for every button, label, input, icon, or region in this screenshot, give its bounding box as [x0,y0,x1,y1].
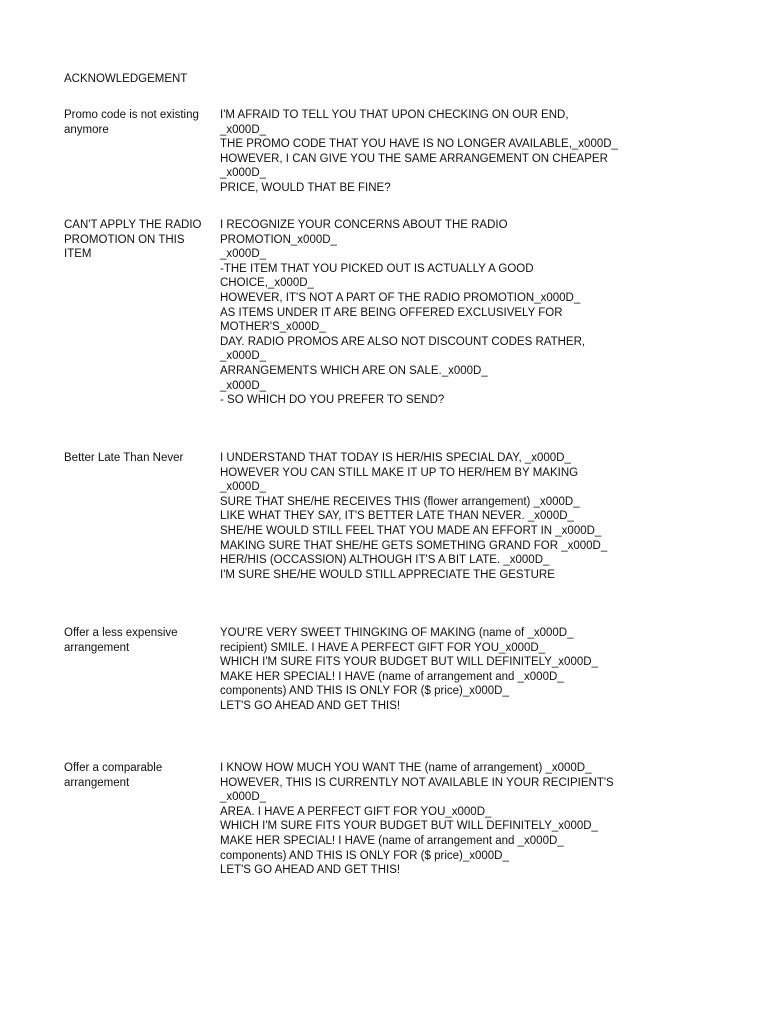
script-line: LIKE WHAT THEY SAY, IT'S BETTER LATE THAN NEVER. _x000D_ [220,510,574,523]
label-line: CAN'T APPLY THE RADIO [64,219,202,231]
label-line: PROMOTION ON THIS [64,233,185,246]
script-line: I KNOW HOW MUCH YOU WANT THE (name of arrangement) _x000D_ [220,762,592,774]
script-line: HER/HIS (OCCASSION) ALTHOUGH IT'S A BIT LATE. _x000D_ [220,554,550,567]
section-script-text [220,626,760,714]
label-line: Offer a comparable [64,762,163,774]
script-line: I'M AFRAID TO TELL YOU THAT UPON CHECKING ON OUR END, [220,109,569,121]
label-line: Offer a less expensive [64,627,178,639]
page-title: ACKNOWLEDGEMENT [64,73,188,85]
section-label [64,761,214,790]
label-line: arrangement [64,776,130,789]
script-line: HOWEVER, I CAN GIVE YOU THE SAME ARRANGEMENT ON CHEAPER [220,152,608,165]
script-line: HOWEVER YOU CAN STILL MAKE IT UP TO HER/HEM BY MAKING [220,466,579,479]
label-line: arrangement [64,641,130,654]
script-line: PROMOTION_x000D_ [220,233,337,246]
script-line: AREA. I HAVE A PERFECT GIFT FOR YOU_x000D_ [220,805,492,818]
script-line: recipient) SMILE. I HAVE A PERFECT GIFT FOR YOU_x000D_ [220,641,546,654]
script-line: LET'S GO AHEAD AND GET THIS! [220,864,401,877]
script-line: _x000D_ [220,791,267,804]
script-line: AS ITEMS UNDER IT ARE BEING OFFERED EXCLUSIVELY FOR [220,306,563,319]
script-line: components) AND THIS IS ONLY FOR ($ price)_x000D_ [220,685,509,698]
script-line: HOWEVER, THIS IS CURRENTLY NOT AVAILABLE IN YOUR RECIPIENT'S [220,776,614,789]
script-line: SURE THAT SHE/HE RECEIVES THIS (flower arrangement) _x000D_ [220,495,580,508]
section-script-text [220,108,760,196]
script-line: YOU'RE VERY SWEET THINGKING OF MAKING (name of _x000D_ [220,627,574,639]
script-line: components) AND THIS IS ONLY FOR ($ price)_x000D_ [220,849,509,862]
script-line: - SO WHICH DO YOU PREFER TO SEND? [220,394,445,407]
script-line: DAY. RADIO PROMOS ARE ALSO NOT DISCOUNT CODES RATHER, [220,335,586,348]
section-label [64,108,214,137]
script-line: -THE ITEM THAT YOU PICKED OUT IS ACTUALLY A GOOD [220,262,534,275]
script-line: I'M SURE SHE/HE WOULD STILL APPRECIATE THE GESTURE [220,568,555,581]
script-line: LET'S GO AHEAD AND GET THIS! [220,699,401,712]
script-line: I RECOGNIZE YOUR CONCERNS ABOUT THE RADIO [220,219,508,231]
script-line: _x000D_ [220,123,267,136]
section-label [64,626,214,655]
section-script-text [220,218,760,408]
script-line: THE PROMO CODE THAT YOU HAVE IS NO LONGER AVAILABLE,_x000D_ [220,138,618,151]
script-line: _x000D_ [220,379,267,392]
label-line: ITEM [64,248,92,261]
section-label [64,218,214,262]
script-line: _x000D_ [220,248,267,261]
section-label [64,451,214,466]
script-line: I UNDERSTAND THAT TODAY IS HER/HIS SPECIAL DAY, _x000D_ [220,452,571,464]
script-line: HOWEVER, IT'S NOT A PART OF THE RADIO PROMOTION_x000D_ [220,291,581,304]
script-line: WHICH I'M SURE FITS YOUR BUDGET BUT WILL DEFINITELY_x000D_ [220,820,598,833]
script-line: SHE/HE WOULD STILL FEEL THAT YOU MADE AN EFFORT IN _x000D_ [220,524,602,537]
label-line: Promo code is not existing [64,109,199,121]
script-line: WHICH I'M SURE FITS YOUR BUDGET BUT WILL DEFINITELY_x000D_ [220,656,598,669]
script-line: PRICE, WOULD THAT BE FINE? [220,181,391,194]
label-line: Better Late Than Never [64,452,184,464]
section-script-text [220,451,760,582]
script-line: ARRANGEMENTS WHICH ARE ON SALE._x000D_ [220,364,488,377]
script-line: CHOICE,_x000D_ [220,277,314,290]
script-line: MAKING SURE THAT SHE/HE GETS SOMETHING GRAND FOR _x000D_ [220,539,608,552]
section-script-text [220,761,760,878]
script-line: _x000D_ [220,481,267,494]
script-line: _x000D_ [220,350,267,363]
script-line: MAKE HER SPECIAL! I HAVE (name of arrangement and _x000D_ [220,670,564,683]
script-line: _x000D_ [220,167,267,180]
script-line: MOTHER'S_x000D_ [220,321,326,334]
label-line: anymore [64,123,109,136]
script-line: MAKE HER SPECIAL! I HAVE (name of arrangement and _x000D_ [220,834,564,847]
